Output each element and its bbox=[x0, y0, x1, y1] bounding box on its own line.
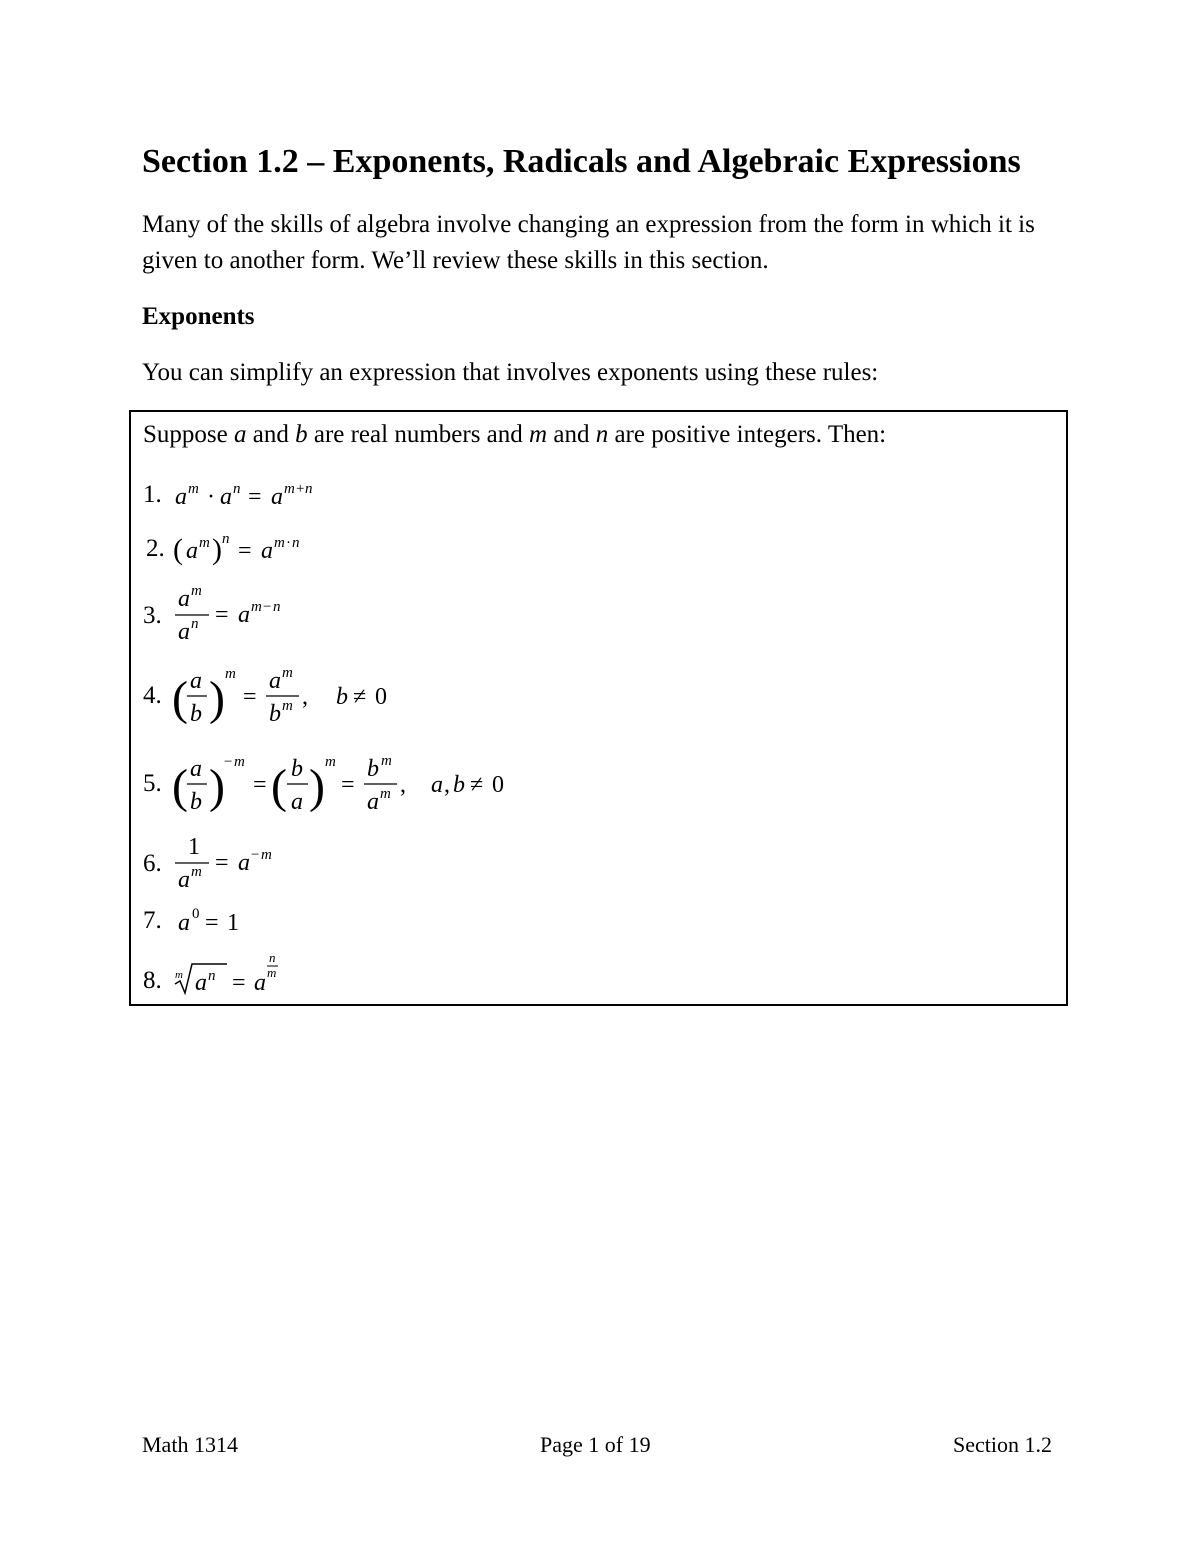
svg-text:=: = bbox=[248, 484, 262, 510]
premise-text: and bbox=[547, 421, 596, 448]
svg-text:m: m bbox=[175, 969, 183, 981]
svg-text:): ) bbox=[209, 672, 225, 725]
svg-text:m: m bbox=[284, 481, 295, 497]
svg-text:=: = bbox=[215, 602, 229, 628]
rule-number: 4. bbox=[143, 682, 162, 709]
rule-6-formula bbox=[131, 832, 431, 896]
svg-text:·: · bbox=[207, 484, 215, 510]
svg-text:a: a bbox=[271, 484, 283, 510]
rule-8-formula bbox=[131, 946, 381, 1002]
svg-text:(: ( bbox=[173, 533, 183, 566]
svg-text:,: , bbox=[400, 772, 406, 798]
rule-number: 5. bbox=[143, 770, 162, 797]
svg-text:a: a bbox=[186, 538, 198, 564]
rule-number: 8. bbox=[143, 967, 162, 994]
svg-text:=: = bbox=[341, 772, 355, 798]
svg-text:m: m bbox=[274, 535, 285, 551]
svg-text:): ) bbox=[212, 533, 222, 566]
footer-section: Section 1.2 bbox=[953, 1432, 1052, 1457]
svg-text:b: b bbox=[336, 684, 348, 710]
svg-text:m: m bbox=[251, 599, 262, 615]
exponent-rules-box bbox=[129, 410, 1068, 1006]
svg-text:n: n bbox=[233, 481, 241, 497]
svg-text:n: n bbox=[269, 950, 276, 965]
svg-text:a: a bbox=[178, 586, 190, 612]
rule-number: 1. bbox=[143, 481, 162, 508]
premise-var-m: m bbox=[529, 421, 548, 448]
svg-text:b: b bbox=[190, 789, 202, 815]
svg-text:a: a bbox=[220, 484, 232, 510]
rule-number: 6. bbox=[143, 850, 162, 877]
svg-text:a: a bbox=[195, 970, 207, 996]
svg-text:a: a bbox=[269, 668, 281, 694]
svg-text:m: m bbox=[191, 583, 202, 599]
rule-3 bbox=[131, 584, 731, 644]
rule-number: 7. bbox=[143, 907, 162, 934]
svg-text:(: ( bbox=[172, 760, 188, 813]
svg-text:): ) bbox=[209, 760, 225, 813]
svg-text:(: ( bbox=[172, 672, 188, 725]
premise-text: and bbox=[246, 421, 296, 448]
premise-var-b: b bbox=[295, 421, 308, 448]
svg-text:n: n bbox=[305, 481, 313, 497]
premise-text: are real numbers and bbox=[307, 421, 530, 448]
rule-6 bbox=[131, 832, 731, 892]
rules-lead-text: You can simplify an expression that involves exponents using these rules: bbox=[142, 359, 879, 386]
svg-text:a: a bbox=[178, 619, 190, 645]
svg-text:a: a bbox=[178, 910, 190, 936]
rule-number: 3. bbox=[143, 602, 162, 629]
svg-text:a: a bbox=[291, 789, 303, 815]
svg-text:a: a bbox=[367, 789, 379, 815]
rules-premise bbox=[143, 418, 886, 452]
footer-course: Math 1314 bbox=[142, 1432, 238, 1457]
svg-text:a: a bbox=[190, 756, 202, 782]
svg-text:b: b bbox=[291, 756, 303, 782]
svg-text:−: − bbox=[224, 754, 233, 770]
svg-text:b: b bbox=[453, 772, 465, 798]
premise-text: Suppose bbox=[143, 421, 234, 448]
svg-text:n: n bbox=[191, 616, 199, 632]
svg-text:1: 1 bbox=[227, 910, 239, 936]
page-title: Section 1.2 – Exponents, Radicals and Algebraic Expressions bbox=[142, 143, 1021, 180]
svg-text:1: 1 bbox=[188, 834, 200, 860]
svg-text:−: − bbox=[251, 847, 260, 863]
svg-text:a: a bbox=[190, 668, 202, 694]
svg-text:≠: ≠ bbox=[470, 772, 484, 798]
premise-var-n: n bbox=[595, 421, 609, 448]
rule-5-formula bbox=[131, 752, 631, 818]
svg-text:n: n bbox=[222, 531, 230, 547]
svg-text:,: , bbox=[302, 684, 308, 710]
rule-7-formula bbox=[131, 904, 331, 944]
svg-text:=: = bbox=[215, 850, 229, 876]
svg-text:m: m bbox=[282, 698, 293, 714]
svg-text:,: , bbox=[444, 772, 450, 798]
svg-text:0: 0 bbox=[492, 772, 504, 798]
rule-5 bbox=[131, 752, 731, 815]
svg-text:m: m bbox=[188, 481, 199, 497]
svg-text:m: m bbox=[381, 753, 392, 769]
rule-4 bbox=[131, 664, 731, 727]
svg-text:m: m bbox=[225, 666, 236, 682]
svg-text:b: b bbox=[269, 701, 281, 727]
rule-3-formula bbox=[131, 584, 431, 648]
svg-text:m: m bbox=[261, 847, 272, 863]
svg-text:a: a bbox=[238, 850, 250, 876]
svg-text:m: m bbox=[234, 754, 245, 770]
svg-text:a: a bbox=[238, 602, 250, 628]
svg-text:a: a bbox=[431, 772, 443, 798]
svg-text:≠: ≠ bbox=[353, 684, 367, 710]
svg-text:=: = bbox=[232, 970, 246, 996]
svg-text:=: = bbox=[238, 538, 252, 564]
svg-text:n: n bbox=[292, 535, 300, 551]
svg-text:m: m bbox=[267, 965, 277, 980]
svg-text:n: n bbox=[273, 599, 281, 615]
svg-text:=: = bbox=[205, 910, 219, 936]
svg-text:·: · bbox=[286, 535, 291, 551]
svg-text:a: a bbox=[254, 970, 266, 996]
svg-text:=: = bbox=[243, 684, 257, 710]
svg-text:n: n bbox=[208, 968, 216, 984]
rule-number: 2. bbox=[146, 535, 165, 562]
rule-4-formula bbox=[131, 664, 531, 730]
rule-8 bbox=[131, 946, 731, 1006]
svg-text:m: m bbox=[191, 864, 202, 880]
rule-2 bbox=[131, 530, 731, 590]
svg-text:m: m bbox=[380, 786, 391, 802]
svg-text:m: m bbox=[325, 754, 336, 770]
svg-text:b: b bbox=[367, 756, 379, 782]
rule-2-formula bbox=[131, 530, 431, 574]
svg-text:m: m bbox=[199, 535, 210, 551]
premise-text: are positive integers. Then: bbox=[608, 421, 887, 448]
svg-text:a: a bbox=[261, 538, 273, 564]
svg-text:a: a bbox=[178, 867, 190, 893]
footer-page-number: Page 1 of 19 bbox=[540, 1432, 651, 1457]
exponents-heading: Exponents bbox=[142, 303, 255, 330]
svg-text:0: 0 bbox=[192, 906, 200, 922]
svg-text:): ) bbox=[309, 760, 325, 813]
svg-text:+: + bbox=[296, 481, 305, 497]
rule-1-formula bbox=[131, 480, 431, 520]
premise-var-a: a bbox=[233, 421, 247, 448]
svg-text:m: m bbox=[282, 665, 293, 681]
svg-text:b: b bbox=[190, 701, 202, 727]
svg-text:(: ( bbox=[271, 760, 287, 813]
svg-text:−: − bbox=[263, 599, 272, 615]
svg-text:=: = bbox=[253, 772, 267, 798]
intro-paragraph: Many of the skills of algebra involve changing an expression from the form in which it is given to another form. We’ll review these skills in this section. bbox=[142, 211, 1035, 274]
svg-text:0: 0 bbox=[375, 684, 387, 710]
svg-text:a: a bbox=[175, 484, 187, 510]
